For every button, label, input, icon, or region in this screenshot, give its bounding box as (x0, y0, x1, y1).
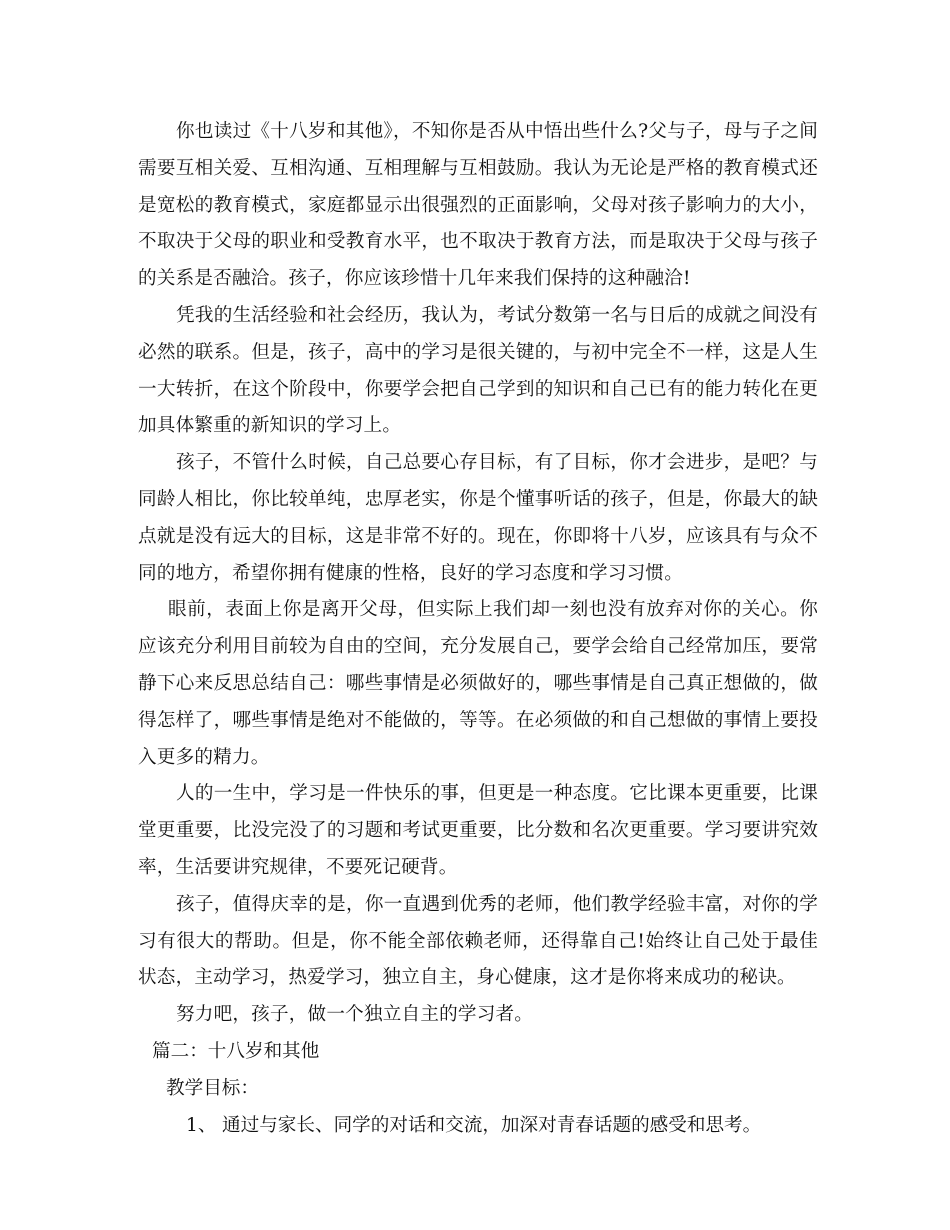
list-item-number: 1、 (186, 1114, 217, 1136)
paragraph-6: 孩子，值得庆幸的是，你一直遇到优秀的老师，他们教学经验丰富，对你的学习有很大的帮助。但是，你不能全部依赖老师，还得靠自己!始终让自己处于最佳状态，主动学习，热爱学习，独立自主，身心健康，这才是你将来成功的秘诀。 (138, 893, 818, 989)
list-item-text: 通过与家长、同学的对话和交流，加深对青春话题的感受和思考。 (222, 1114, 762, 1136)
list-item (138, 1108, 818, 1145)
paragraph-4: 眼前，表面上你是离开父母，但实际上我们却一刻也没有放弃对你的关心。你应该充分利用目前较为自由的空间，充分发展自己，要学会给自己经常加压，要常静下心来反思总结自己：哪些事情是必须做好的，哪些事情是自己真正想做的，做得怎样了，哪些事情是绝对不能做的，等等。在必须做的和自己想做的事情上要投入更多的精力。 (138, 599, 818, 768)
section-heading: 篇二：十八岁和其他 (152, 1040, 320, 1062)
paragraph-5: 人的一生中，学习是一件快乐的事，但更是一种态度。它比课本更重要，比课堂更重要，比没完没了的习题和考试更重要，比分数和名次更重要。学习要讲究效率，生活要讲究规律，不要死记硬背。 (138, 783, 818, 878)
subheading: 教学目标： (166, 1077, 259, 1099)
paragraph-3: 孩子，不管什么时候，自己总要心存目标，有了目标，你才会进步，是吧？与同龄人相比，你比较单纯，忠厚老实，你是个懂事听话的孩子，但是，你最大的缺点就是没有远大的目标，这是非常不好的。现在，你即将十八岁，应该具有与众不同的地方，希望你拥有健康的性格，良好的学习态度和学习习惯。 (138, 452, 818, 584)
paragraph-1: 你也读过《十八岁和其他》，不知你是否从中悟出些什么?父与子，母与子之间需要互相关爱、互相沟通、互相理解与互相鼓励。我认为无论是严格的教育模式还是宽松的教育模式，家庭都显示出很强烈的正面影响，父母对孩子影响力的大小，不取决于父母的职业和受教育水平，也不取决于教育方法，而是取决于父母与孩子的关系是否融洽。孩子，你应该珍惜十几年来我们保持的这种融洽! (138, 121, 818, 290)
document-page (138, 114, 818, 1144)
paragraph-2: 凭我的生活经验和社会经历，我认为，考试分数第一名与日后的成就之间没有必然的联系。但是，孩子，高中的学习是很关键的，与初中完全不一样，这是人生一大转折，在这个阶段中，你要学会把自己学到的知识和自己已有的能力转化在更加具体繁重的新知识的学习上。 (138, 304, 818, 437)
paragraph-7: 努力吧，孩子，做一个独立自主的学习者。 (176, 1004, 534, 1026)
